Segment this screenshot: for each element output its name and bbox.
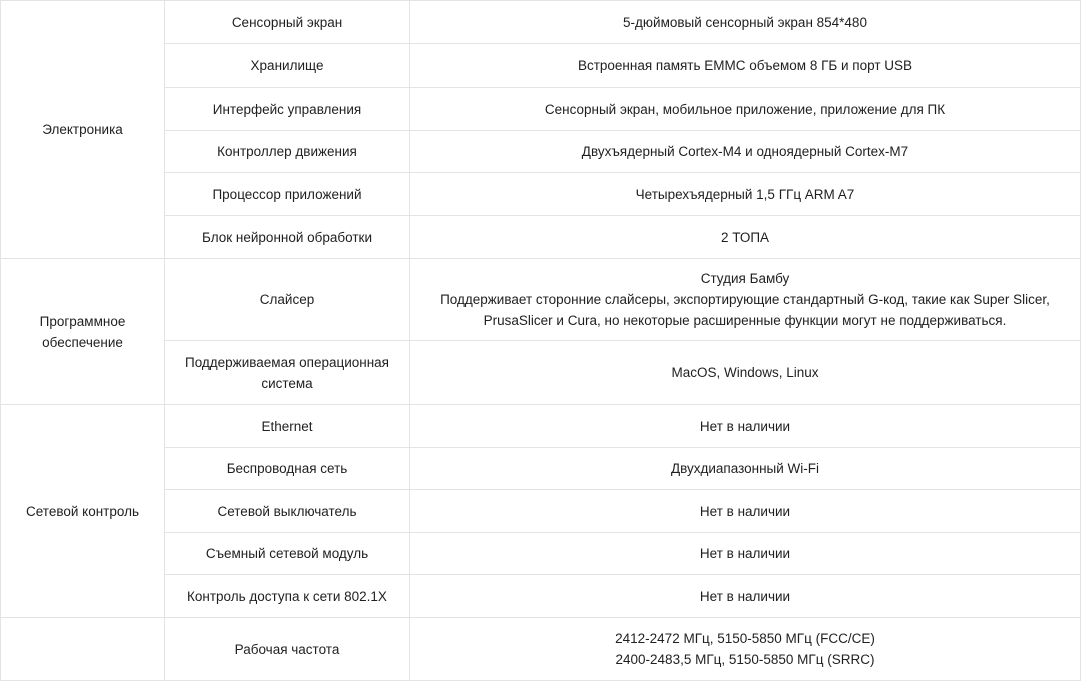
value-cell <box>410 173 1081 216</box>
value-text: MacOS, Windows, Linux <box>671 365 819 380</box>
param-label: Интерфейс управления <box>165 88 410 131</box>
value-cell <box>410 1 1081 44</box>
group-label <box>1 618 165 681</box>
value-cell <box>410 44 1081 88</box>
value-cell <box>410 575 1081 618</box>
value-text: 2412-2472 МГц, 5150-5850 МГц (FCC/CE) <box>615 631 875 646</box>
param-label: Слайсер <box>165 259 410 341</box>
param-label: Хранилище <box>165 44 410 88</box>
value-text: 2 ТОПА <box>720 229 770 245</box>
value-text: Нет в наличии <box>699 503 791 519</box>
value-cell <box>410 448 1081 490</box>
value-cell <box>410 405 1081 448</box>
value-cell <box>410 533 1081 575</box>
value-cell <box>410 216 1081 259</box>
param-label: Беспроводная сеть <box>165 448 410 490</box>
value-text: Нет в наличии <box>699 546 791 561</box>
value-cell <box>410 490 1081 533</box>
value-cell <box>410 88 1081 131</box>
group-label: Электроника <box>1 1 165 259</box>
value-text: Встроенная память EMMC объемом 8 ГБ и порт USB <box>577 58 913 73</box>
value-text: Четырехъядерный 1,5 ГГц ARM A7 <box>635 186 855 202</box>
param-label: Блок нейронной обработки <box>165 216 410 259</box>
value-text: Двухъядерный Cortex-M4 и одноядерный Cortex-M7 <box>581 144 909 159</box>
param-label: Сенсорный экран <box>165 1 410 44</box>
param-label: Рабочая частота <box>165 618 410 681</box>
value-text: Двухдиапазонный Wi-Fi <box>670 461 820 476</box>
value-cell <box>410 618 1081 681</box>
param-label: Ethernet <box>165 405 410 448</box>
spec-table-body <box>1 1 1081 681</box>
value-text: PrusaSlicer и Cura, но некоторые расширенные функции могут не поддерживаться. <box>483 313 1007 328</box>
param-label: Контроллер движения <box>165 131 410 173</box>
table-row <box>1 1 1081 44</box>
param-label: Сетевой выключатель <box>165 490 410 533</box>
param-label: Процессор приложений <box>165 173 410 216</box>
param-label: Поддерживаемая операционная система <box>165 341 410 405</box>
value-text: Нет в наличии <box>699 588 791 604</box>
value-cell <box>410 341 1081 405</box>
value-text: Нет в наличии <box>699 418 791 434</box>
table-row <box>1 618 1081 681</box>
table-row <box>1 405 1081 448</box>
value-text: Сенсорный экран, мобильное приложение, приложение для ПК <box>544 101 946 117</box>
value-cell <box>410 131 1081 173</box>
param-label: Контроль доступа к сети 802.1X <box>165 575 410 618</box>
value-text: Студия Бамбу <box>700 271 790 286</box>
value-text: 5-дюймовый сенсорный экран 854*480 <box>623 14 867 30</box>
group-label: Сетевой контроль <box>1 405 165 618</box>
value-cell <box>410 259 1081 341</box>
param-label: Съемный сетевой модуль <box>165 533 410 575</box>
value-text: 2400-2483,5 МГц, 5150-5850 МГц (SRRC) <box>615 652 875 667</box>
group-label: Программное обеспечение <box>1 259 165 405</box>
value-text: Поддерживает сторонние слайсеры, экспортирующие стандартный G-код, такие как Super Slicer, <box>440 292 1050 307</box>
table-row <box>1 259 1081 341</box>
